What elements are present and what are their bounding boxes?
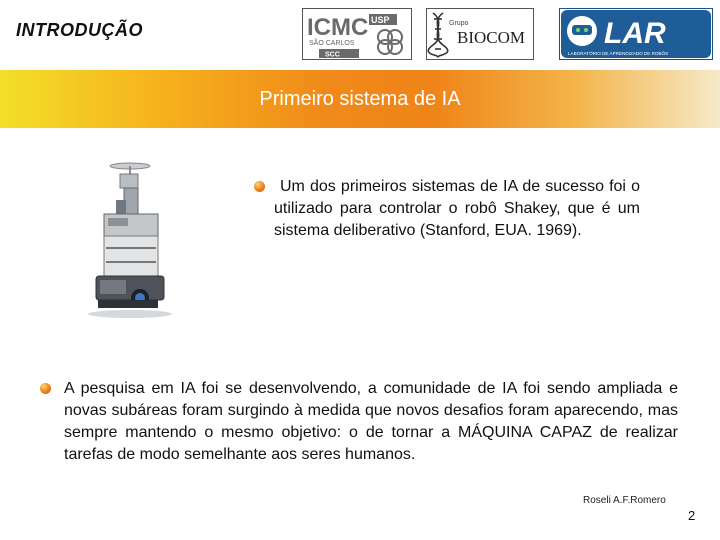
scc-badge-text: SCC [325,51,340,59]
biocom-grupo-text: Grupo [449,20,469,27]
bullet-icon [40,383,51,394]
section-title: INTRODUÇÃO [16,20,143,40]
lar-logo-text: LAR [604,17,666,50]
icmc-logo-text: ICMC [307,14,369,41]
dna-helix-icon [428,13,447,57]
lar-subtitle-text: LABORATÓRIO DE APRENDIZADO DE ROBÔS [568,51,669,56]
slide-title: Primeiro sistema de IA [259,88,461,110]
author-credit: Roseli A.F.Romero [583,495,666,506]
header-bar [0,0,720,68]
paragraph-shakey: Um dos primeiros sistemas de IA de sucesso foi o utilizado para controlar o robô Shakey, que é um sistema deliberativo (Stanford, EUA. 1969). [274,178,640,239]
biocom-logo [426,8,534,60]
paragraph-ai-research: A pesquisa em IA foi se desenvolvendo, a comunidade de IA foi sendo ampliada e novas subáreas foram surgindo à medida que novos desafios foram aparecendo, mas sempre mantendo o mesmo objetivo: o de tornar a MÁQUINA CAPAZ de realizar tarefas de modo semelhante aos seres humanos. [64,380,678,463]
shakey-robot-image [78,160,178,320]
lar-logo [559,8,713,60]
icmc-logo [302,8,412,60]
page-number: 2 [688,508,696,523]
robot-head-icon [567,16,597,46]
bullet-icon [254,181,265,192]
knot-icon [378,30,402,54]
biocom-logo-text: BIOCOM [457,28,526,47]
usp-badge-text: USP [371,15,390,25]
sao-carlos-text: SÃO CARLOS [309,40,355,47]
